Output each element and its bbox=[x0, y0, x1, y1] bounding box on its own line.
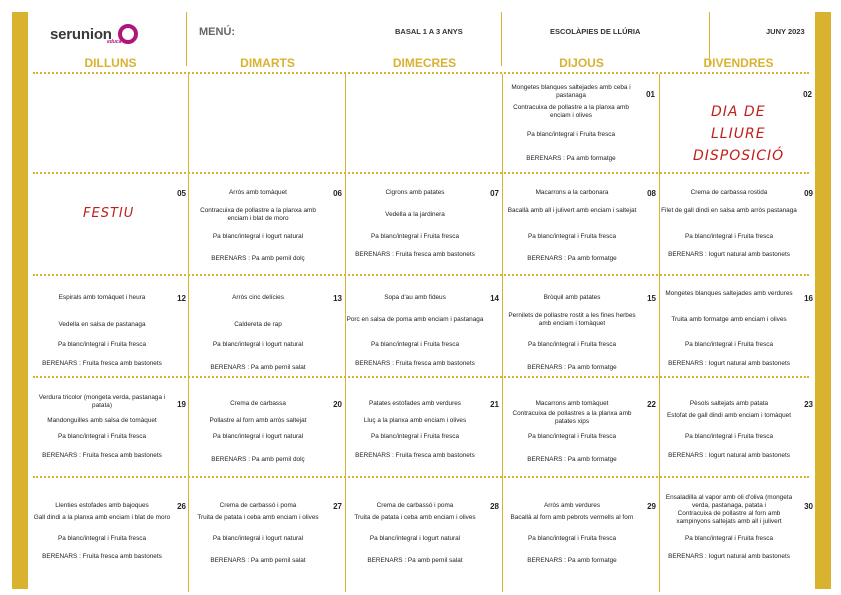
menu-item-first: Cigrons amb patates bbox=[385, 189, 445, 196]
menu-item-second: Mandonguilles amb salsa de tomàquet bbox=[47, 417, 157, 424]
special-day-line: DISPOSICIÓ bbox=[693, 148, 785, 164]
menu-cell bbox=[660, 176, 815, 276]
date-number: 27 bbox=[333, 502, 342, 511]
menu-item-first: Mongetes blanques saltejades amb verdures bbox=[665, 290, 793, 297]
menu-item-first: Macarrons amb tomàquet bbox=[535, 400, 609, 407]
menu-item-second: Pollastre al forn amb arròs saltejat bbox=[209, 417, 307, 424]
date-number: 08 bbox=[647, 189, 656, 198]
date-number: 02 bbox=[803, 90, 812, 99]
menu-item-first: Bròquil amb patates bbox=[543, 294, 601, 301]
menu-item-second: Pernilets de pollastre rostit a les fines herbes amb enciam i tomàquet bbox=[508, 312, 636, 327]
menu-item-bread: Pa blanc/integral i Iogurt natural bbox=[212, 341, 304, 348]
menu-cell bbox=[189, 176, 344, 276]
menu-item-bread: Pa blanc/integral i Fruita fresca bbox=[684, 535, 774, 542]
menu-cell bbox=[346, 278, 501, 378]
menu-item-snack: BERENARS : Pa amb pernil dolç bbox=[211, 456, 305, 463]
menu-item-first: Crema de carbassa bbox=[230, 400, 286, 407]
menu-item-bread: Pa blanc/integral i Fruita fresca bbox=[370, 341, 460, 348]
diet-label: BASAL 1 A 3 ANYS bbox=[395, 27, 463, 36]
menu-item-first: Ensaladilla al vapor amb oli d'oliva (mongeta verda, pastanaga, patata i bbox=[665, 494, 793, 509]
menu-item-snack: BERENARS : Pa amb pernil salat bbox=[367, 557, 463, 564]
menu-item-second: Estofat de gall dindi amb enciam i tomàquet bbox=[667, 412, 791, 419]
menu-item-snack: BERENARS : Pa amb pernil salat bbox=[210, 557, 306, 564]
holiday-label: FESTIU bbox=[83, 206, 135, 221]
date-number: 30 bbox=[804, 502, 813, 511]
menu-item-first: Espirals amb tomàquet i heura bbox=[58, 294, 146, 301]
row-separator bbox=[33, 72, 809, 74]
menu-item-second: Contracuixa de pollastre a la planxa amb enciam i olives bbox=[513, 104, 629, 119]
date-number: 21 bbox=[490, 400, 499, 409]
date-number: 19 bbox=[177, 400, 186, 409]
date-number: 14 bbox=[490, 294, 499, 303]
menu-item-second: Truita de patata i ceba amb enciam i olives bbox=[197, 514, 319, 521]
menu-item-snack: BERENARS : Fruita fresca amb bastonets bbox=[42, 360, 162, 367]
menu-item-bread: Pa blanc/integral i Fruita fresca bbox=[527, 433, 617, 440]
menu-item-bread: Pa blanc/integral i Iogurt natural bbox=[212, 535, 304, 542]
menu-cell bbox=[660, 278, 815, 378]
menu-item-bread: Pa blanc/integral i Iogurt natural bbox=[212, 233, 304, 240]
date-number: 09 bbox=[804, 189, 813, 198]
date-number: 20 bbox=[333, 400, 342, 409]
menu-item-snack: BERENARS : Fruita fresca amb bastonets bbox=[355, 251, 475, 258]
menu-item-first: Verdura tricolor (mongeta verda, pastanaga i patata) bbox=[38, 394, 166, 409]
menu-cell bbox=[660, 480, 815, 580]
date-number: 05 bbox=[177, 189, 186, 198]
menu-cell bbox=[33, 480, 188, 580]
menu-cell bbox=[502, 76, 657, 176]
menu-cell bbox=[659, 76, 814, 176]
menu-cell bbox=[503, 278, 658, 378]
menu-item-bread: Pa blanc/integral i Fruita fresca bbox=[57, 535, 147, 542]
menu-cell bbox=[189, 278, 344, 378]
menu-item-snack: BERENARS : Fruita fresca amb bastonets bbox=[355, 452, 475, 459]
date-number: 12 bbox=[177, 294, 186, 303]
menu-item-bread: Pa blanc/integral i Fruita fresca bbox=[527, 233, 617, 240]
special-day-line: LLIURE bbox=[711, 126, 766, 142]
menu-item-second: Bacallà amb all i julivert amb enciam i saltejat bbox=[507, 207, 637, 214]
menu-item-bread: Pa blanc/integral i Fruita fresca bbox=[684, 233, 774, 240]
menu-cell bbox=[660, 380, 815, 480]
menu-item-second: Porc en salsa de poma amb enciam i pastanaga bbox=[346, 316, 484, 323]
special-day-line: DIA DE bbox=[711, 104, 766, 120]
left-gold-bar bbox=[12, 12, 28, 589]
menu-item-first: Arròs cinc delícies bbox=[232, 294, 284, 301]
right-gold-bar bbox=[815, 12, 831, 589]
menu-item-bread: Pa blanc/integral i Fruita fresca bbox=[57, 341, 147, 348]
menu-cell bbox=[503, 176, 658, 276]
menu-cell bbox=[346, 480, 501, 580]
menu-item-bread: Pa blanc/integral i Fruita fresca bbox=[684, 433, 774, 440]
menu-item-snack: BERENARS : Iogurt natural amb bastonets bbox=[668, 360, 790, 367]
menu-item-snack: BERENARS : Pa amb formatge bbox=[527, 456, 617, 463]
menu-item-snack: BERENARS : Iogurt natural amb bastonets bbox=[668, 251, 790, 258]
date-number: 07 bbox=[490, 189, 499, 198]
day-dimecres: DIMECRES bbox=[392, 56, 457, 70]
month-label: JUNY 2023 bbox=[766, 27, 805, 36]
menu-item-snack: BERENARS : Iogurt natural amb bastonets bbox=[668, 452, 790, 459]
menu-item-first: Pèsols saltejats amb patata bbox=[689, 400, 769, 407]
menu-item-snack: BERENARS : Iogurt natural amb bastonets bbox=[668, 553, 790, 560]
menu-cell bbox=[346, 380, 501, 480]
menu-cell bbox=[346, 176, 501, 276]
menu-item-bread: Pa blanc/integral i Fruita fresca bbox=[527, 341, 617, 348]
menu-item-first: Crema de carbassó i poma bbox=[376, 502, 454, 509]
menu-item-second: Truita de patata i ceba amb enciam i olives bbox=[354, 514, 476, 521]
menu-item-first: Arròs amb tomàquet bbox=[229, 189, 287, 196]
menu-cell bbox=[189, 480, 344, 580]
logo-subtext: educa bbox=[107, 39, 122, 45]
menu-item-bread: Pa blanc/integral i Fruita fresca bbox=[370, 433, 460, 440]
day-dilluns: DILLUNS bbox=[84, 56, 137, 70]
day-divendres: DIVENDRES bbox=[703, 56, 774, 70]
menu-item-bread: Pa blanc/integral i Fruita fresca bbox=[527, 535, 617, 542]
menu-item-second: Contracuixa de pollastre al forn amb xampinyons saltejats amb all i julivert bbox=[676, 510, 782, 525]
menu-cell bbox=[33, 278, 188, 378]
date-number: 28 bbox=[490, 502, 499, 511]
menu-item-first: Crema de carbassa rostida bbox=[690, 189, 768, 196]
logo-text: serunion bbox=[50, 26, 112, 43]
date-number: 16 bbox=[804, 294, 813, 303]
date-number: 23 bbox=[804, 400, 813, 409]
menu-item-first: Patates estofades amb verdures bbox=[368, 400, 461, 407]
date-number: 01 bbox=[646, 90, 655, 99]
menu-item-second: Vedella en salsa de pastanaga bbox=[58, 321, 146, 328]
menu-item-second: Contracuixa de pollastres a la planxa amb patates xips bbox=[512, 410, 632, 425]
menu-item-bread: Pa blanc/integral i Fruita fresca bbox=[57, 433, 147, 440]
menu-label: MENÚ: bbox=[199, 26, 236, 38]
menu-item-second: Lluç a la planxa amb enciam i olives bbox=[363, 417, 467, 424]
menu-item-second: Caldereta de rap bbox=[234, 321, 282, 328]
menu-item-bread: Pa blanc/integral i Fruita fresca bbox=[684, 341, 774, 348]
date-number: 06 bbox=[333, 189, 342, 198]
menu-item-bread: Pa blanc/integral i Fruita fresca bbox=[526, 131, 616, 138]
menu-item-bread: Pa blanc/integral i Iogurt natural bbox=[212, 433, 304, 440]
menu-item-snack: BERENARS : Pa amb formatge bbox=[527, 364, 617, 371]
menu-item-first: Crema de carbassó i poma bbox=[219, 502, 297, 509]
menu-item-second: Gall dindi a la planxa amb enciam i blat de moro bbox=[33, 514, 171, 521]
date-number: 22 bbox=[647, 400, 656, 409]
menu-item-bread: Pa blanc/integral i Iogurt natural bbox=[369, 535, 461, 542]
menu-item-second: Vedella a la jardinera bbox=[385, 211, 445, 218]
menu-item-first: Llenties estofades amb bajoques bbox=[55, 502, 149, 509]
menu-item-snack: BERENARS : Pa amb pernil salat bbox=[210, 364, 306, 371]
menu-item-second: Bacallà al forn amb pebrots vermells al forn bbox=[510, 514, 634, 521]
menu-item-second: Truita amb formatge amb enciam i olives bbox=[671, 316, 787, 323]
menu-item-snack: BERENARS : Pa amb pernil dolç bbox=[211, 255, 305, 262]
menu-item-first: Mongetes blanques saltejades amb ceba i pastanaga bbox=[511, 84, 631, 99]
school-name: ESCOLÀPIES DE LLÚRIA bbox=[550, 27, 641, 36]
menu-item-first: Arròs amb verdures bbox=[543, 502, 601, 509]
menu-item-snack: BERENARS : Fruita fresca amb bastonets bbox=[42, 452, 162, 459]
day-dimarts: DIMARTS bbox=[240, 56, 295, 70]
menu-item-first: Macarrons a la carbonara bbox=[535, 189, 609, 196]
menu-item-second: Filet de gall dindi en salsa amb arròs pastanaga bbox=[661, 207, 797, 214]
weekday-header-row bbox=[33, 56, 809, 72]
menu-cell bbox=[503, 480, 658, 580]
menu-item-snack: BERENARS : Fruita fresca amb bastonets bbox=[42, 553, 162, 560]
menu-cell bbox=[33, 380, 188, 480]
menu-item-second: Contracuixa de pollastre a la planxa amb enciam i blat de moro bbox=[200, 207, 316, 222]
date-number: 26 bbox=[177, 502, 186, 511]
menu-item-snack: BERENARS : Fruita fresca amb bastonets bbox=[355, 360, 475, 367]
menu-cell bbox=[33, 176, 188, 276]
date-number: 29 bbox=[647, 502, 656, 511]
day-dijous: DIJOUS bbox=[559, 56, 604, 70]
menu-cell bbox=[189, 380, 344, 480]
menu-item-snack: BERENARS : Pa amb formatge bbox=[527, 255, 617, 262]
date-number: 13 bbox=[333, 294, 342, 303]
menu-item-snack: BERENARS : Pa amb formatge bbox=[526, 155, 616, 162]
menu-item-bread: Pa blanc/integral i Fruita fresca bbox=[370, 233, 460, 240]
date-number: 15 bbox=[647, 294, 656, 303]
menu-item-snack: BERENARS : Pa amb formatge bbox=[527, 557, 617, 564]
menu-cell bbox=[503, 380, 658, 480]
serunion-logo bbox=[50, 24, 170, 52]
menu-item-first: Sopa d'au amb fideus bbox=[384, 294, 446, 301]
